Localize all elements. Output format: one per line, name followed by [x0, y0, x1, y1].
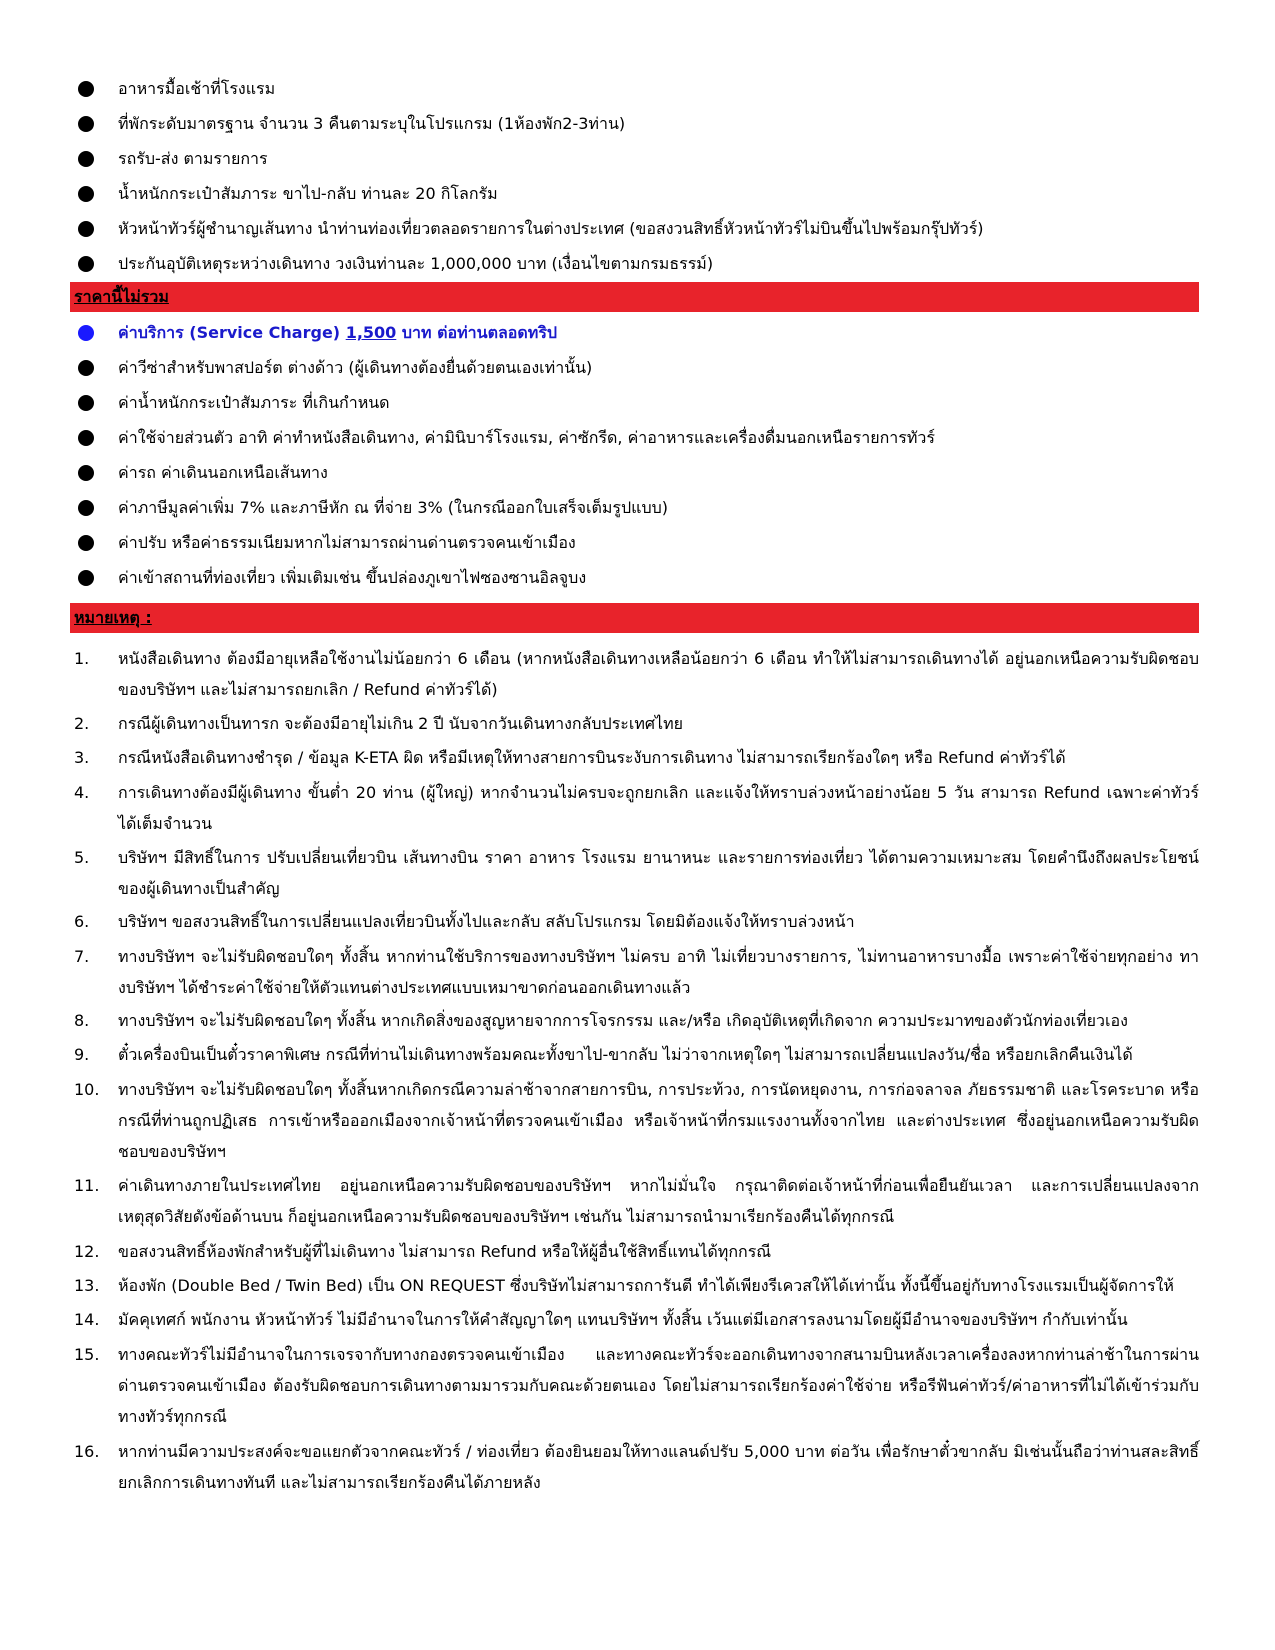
bullet-icon: [78, 465, 94, 481]
note-text: มัคคุเทศก์ พนักงาน หัวหน้าทัวร์ ไม่มีอำนาจในการให้คำสัญญาใดๆ แทนบริษัทฯ ทั้งสิ้น เว้นแต่มีเอกสารลงนามโดยผู้มีอำนาจของบริษัทฯ กำกับเท่านั้น: [118, 1310, 1128, 1329]
note-text: ตั๋วเครื่องบินเป็นตั๋วราคาพิเศษ กรณีที่ท่านไม่เดินทางพร้อมคณะทั้งขาไป-ขากลับ ไม่ว่าจากเหตุใดๆ ไม่สามารถเปลี่ยนแปลงวัน/ชื่อ หรือยกเลิกคืนเงินได้: [118, 1045, 1133, 1064]
note-text: หากท่านมีความประสงค์จะขอแยกตัวจากคณะทัวร์ / ท่องเที่ยว ต้องยินยอมให้ทางแลนด์ปรับ 5,000 บาท ต่อวัน เพื่อรักษาตั๋วขากลับ มิเช่นนั้นถือว่าท่านสละสิทธิ์ยกเลิกการเดินทางทันที และไม่สามารถเรียกร้องคืนได้ภายหลัง: [118, 1442, 1199, 1492]
excluded-item-text: ค่าปรับ หรือค่าธรรมเนียมหากไม่สามารถผ่านด่านตรวจคนเข้าเมือง: [118, 533, 576, 552]
included-item-text: ประกันอุบัติเหตุระหว่างเดินทาง วงเงินท่านละ 1,000,000 บาท (เงื่อนไขตามกรมธรรม์): [118, 254, 714, 273]
note-number: 10.: [74, 1080, 100, 1099]
included-item-text: ที่พักระดับมาตรฐาน จำนวน 3 คืนตามระบุในโปรแกรม (1ห้องพัก2-3ท่าน): [118, 114, 626, 133]
note-number: 5.: [74, 848, 90, 867]
excluded-item: [0, 421, 1275, 455]
bullet-icon: [78, 570, 94, 586]
note-number: 6.: [74, 912, 90, 931]
note-text: ทางบริษัทฯ จะไม่รับผิดชอบใดๆ ทั้งสิ้น หากท่านใช้บริการของทางบริษัทฯ ไม่ครบ อาทิ ไม่เที่ยวบางรายการ, ไม่ทานอาหารบางมื้อ เพราะค่าใช้จ่ายทุกอย่าง ทางบริษัทฯ ได้ชำระค่าใช้จ่ายให้ตัวแทนต่างประเทศแบบเหมาขาดก่อนออกเดินทางแล้ว: [118, 947, 1200, 997]
note-number: 12.: [74, 1242, 100, 1261]
notes-section-bar: [70, 603, 1199, 633]
excluded-section-title: ราคานี้ไม่รวม: [74, 287, 169, 306]
included-item-text: อาหารมื้อเช้าที่โรงแรม: [118, 79, 276, 98]
note-text: ทางบริษัทฯ จะไม่รับผิดชอบใดๆ ทั้งสิ้น หากเกิดสิ่งของสูญหายจากการโจรกรรม และ/หรือ เกิดอุบัติเหตุที่เกิดจาก ความประมาทของตัวนักท่องเที่ยวเอง: [118, 1011, 1128, 1030]
note-text: กรณีผู้เดินทางเป็นทารก จะต้องมีอายุไม่เกิน 2 ปี นับจากวันเดินทางกลับประเทศไทย: [118, 714, 684, 733]
included-item-text: รถรับ-ส่ง ตามรายการ: [118, 149, 268, 168]
excluded-item: [0, 561, 1275, 595]
service-charge-suffix: บาท ต่อท่านตลอดทริป: [396, 323, 558, 342]
excluded-item: [0, 526, 1275, 560]
note-number: 9.: [74, 1045, 90, 1064]
note-text: การเดินทางต้องมีผู้เดินทาง ขั้นต่ำ 20 ท่าน (ผู้ใหญ่) หากจำนวนไม่ครบจะถูกยกเลิก และแจ้งให้ทราบล่วงหน้าอย่างน้อย 5 วัน สามารถ Refund เฉพาะค่าทัวร์ได้เต็มจำนวน: [118, 783, 1199, 833]
note-text: ทางบริษัทฯ จะไม่รับผิดชอบใดๆ ทั้งสิ้นหากเกิดกรณีความล่าช้าจากสายการบิน, การประท้วง, การนัดหยุดงาน, การก่อจลาจล ภัยธรรมชาติ และโรคระบาด หรือกรณีที่ท่านถูกปฏิเสธ การเข้าหรือออกเมืองจากเจ้าหน้าที่ตรวจคนเข้าเมือง หรือเจ้าหน้าที่กรมแรงงานทั้งจากไทย และต่างประเทศ ซึ่งอยู่นอกเหนือความรับผิดชอบของบริษัทฯ: [118, 1080, 1199, 1161]
bullet-icon: [78, 325, 94, 341]
bullet-icon: [78, 360, 94, 376]
service-charge-text: [118, 321, 1198, 345]
excluded-item: [0, 351, 1275, 385]
included-item-text: หัวหน้าทัวร์ผู้ชำนาญเส้นทาง นำท่านท่องเที่ยวตลอดรายการในต่างประเทศ (ขอสงวนสิทธิ์หัวหน้าทัวร์ไม่บินขึ้นไปพร้อมกรุ๊ปทัวร์): [118, 219, 984, 238]
note-text: ค่าเดินทางภายในประเทศไทย อยู่นอกเหนือความรับผิดชอบของบริษัทฯ หากไม่มั่นใจ กรุณาติดต่อเจ้าหน้าที่ก่อนเพื่อยืนยันเวลา และการเปลี่ยนแปลงจากเหตุสุดวิสัยดังข้อด้านบน ก็อยู่นอกเหนือความรับผิดชอบของบริษัทฯ เช่นกัน ไม่สามารถนำมาเรียกร้องคืนได้ทุกกรณี: [118, 1176, 1199, 1226]
note-number: 14.: [74, 1310, 100, 1329]
note-number: 3.: [74, 748, 90, 767]
bullet-icon: [78, 256, 94, 272]
service-charge-amount: 1,500: [345, 323, 397, 342]
included-item: [0, 177, 1275, 211]
bullet-icon: [78, 116, 94, 132]
included-item: [0, 107, 1275, 141]
note-text: ขอสงวนสิทธิ์ห้องพักสำหรับผู้ที่ไม่เดินทาง ไม่สามารถ Refund หรือให้ผู้อื่นใช้สิทธิ์แทนได้ทุกกรณี: [118, 1242, 772, 1261]
bullet-icon: [78, 151, 94, 167]
note-number: 4.: [74, 783, 90, 802]
bullet-icon: [78, 395, 94, 411]
note-text: กรณีหนังสือเดินทางชำรุด / ข้อมูล K-ETA ผิด หรือมีเหตุให้ทางสายการบินระงับการเดินทาง ไม่สามารถเรียกร้องใดๆ หรือ Refund ค่าทัวร์ได้: [118, 748, 1066, 767]
bullet-icon: [78, 535, 94, 551]
note-number: 11.: [74, 1176, 100, 1195]
excluded-item-text: ค่าวีซ่าสำหรับพาสปอร์ต ต่างด้าว (ผู้เดินทางต้องยื่นด้วยตนเองเท่านั้น): [118, 358, 593, 377]
notes-section-title: หมายเหตุ :: [74, 608, 152, 627]
note-number: 15.: [74, 1345, 100, 1364]
note-text: บริษัทฯ มีสิทธิ์ในการ ปรับเปลี่ยนเที่ยวบิน เส้นทางบิน ราคา อาหาร โรงแรม ยานาหนะ และรายการท่องเที่ยว ได้ตามความเหมาะสม โดยคำนึงถึงผลประโยชน์ของผู้เดินทางเป็นสำคัญ: [118, 848, 1199, 898]
bullet-icon: [78, 186, 94, 202]
note-text: บริษัทฯ ขอสงวนสิทธิ์ในการเปลี่ยนแปลงเที่ยวบินทั้งไปและกลับ สลับโปรแกรม โดยมิต้องแจ้งให้ทราบล่วงหน้า: [118, 912, 855, 931]
included-item: [0, 142, 1275, 176]
included-item: [0, 72, 1275, 106]
excluded-item: [0, 491, 1275, 525]
bullet-icon: [78, 81, 94, 97]
note-number: 2.: [74, 714, 90, 733]
excluded-item-text: ค่าเข้าสถานที่ท่องเที่ยว เพิ่มเติมเช่น ขึ้นปล่องภูเขาไฟซองซานอิลจูบง: [118, 568, 587, 587]
excluded-item-text: ค่าภาษีมูลค่าเพิ่ม 7% และภาษีหัก ณ ที่จ่าย 3% (ในกรณีออกใบเสร็จเต็มรูปแบบ): [118, 498, 669, 517]
note-number: 13.: [74, 1276, 100, 1295]
note-number: 16.: [74, 1442, 100, 1461]
note-text: ห้องพัก (Double Bed / Twin Bed) เป็น ON REQUEST ซึ่งบริษัทไม่สามารถการันตี ทำได้เพียงรีเควสให้ได้เท่านั้น ทั้งนี้ขึ้นอยู่กับทางโรงแรมเป็นผู้จัดการให้: [118, 1276, 1174, 1295]
included-item-text: น้ำหนักกระเป๋าสัมภาระ ขาไป-กลับ ท่านละ 20 กิโลกรัม: [118, 184, 498, 203]
excluded-item: [0, 456, 1275, 490]
note-number: 1.: [74, 649, 90, 668]
note-text: หนังสือเดินทาง ต้องมีอายุเหลือใช้งานไม่น้อยกว่า 6 เดือน (หากหนังสือเดินทางเหลือน้อยกว่า 6 เดือน ทำให้ไม่สามารถเดินทางได้ อยู่นอกเหนือความรับผิดชอบของบริษัทฯ และไม่สามารถยกเลิก / Refund ค่าทัวร์ได้): [118, 649, 1199, 699]
note-text: ทางคณะทัวร์ไม่มีอำนาจในการเจรจากับทางกองตรวจคนเข้าเมือง และทางคณะทัวร์จะออกเดินทางจากสนามบินหลังเวลาเครื่องลงหากท่านล่าช้าในการผ่านด่านตรวจคนเข้าเมือง ต้องรับผิดชอบการเดินทางตามมารวมกับคณะด้วยตนเอง โดยไม่สามารถเรียกร้องค่าใช้จ่าย หรือรีฟันค่าทัวร์/ค่าอาหารที่ไม่ได้เข้าร่วมกับทางทัวร์ทุกกรณี: [118, 1345, 1199, 1426]
bullet-icon: [78, 500, 94, 516]
excluded-item-text: ค่าใช้จ่ายส่วนตัว อาทิ ค่าทำหนังสือเดินทาง, ค่ามินิบาร์โรงแรม, ค่าซักรีด, ค่าอาหารและเครื่องดื่มนอกเหนือรายการทัวร์: [118, 428, 935, 447]
bullet-icon: [78, 430, 94, 446]
excluded-item-text: ค่าน้ำหนักกระเป๋าสัมภาระ ที่เกินกำหนด: [118, 393, 390, 412]
bullet-icon: [78, 221, 94, 237]
excluded-section-bar: [70, 282, 1199, 312]
service-charge-prefix: ค่าบริการ (Service Charge): [118, 323, 346, 342]
included-item: [0, 247, 1275, 281]
included-item: [0, 212, 1275, 246]
note-number: 8.: [74, 1011, 90, 1030]
excluded-item: [0, 386, 1275, 420]
service-charge-item: [0, 316, 1275, 350]
note-number: 7.: [74, 947, 90, 966]
excluded-item-text: ค่ารถ ค่าเดินนอกเหนือเส้นทาง: [118, 463, 328, 482]
